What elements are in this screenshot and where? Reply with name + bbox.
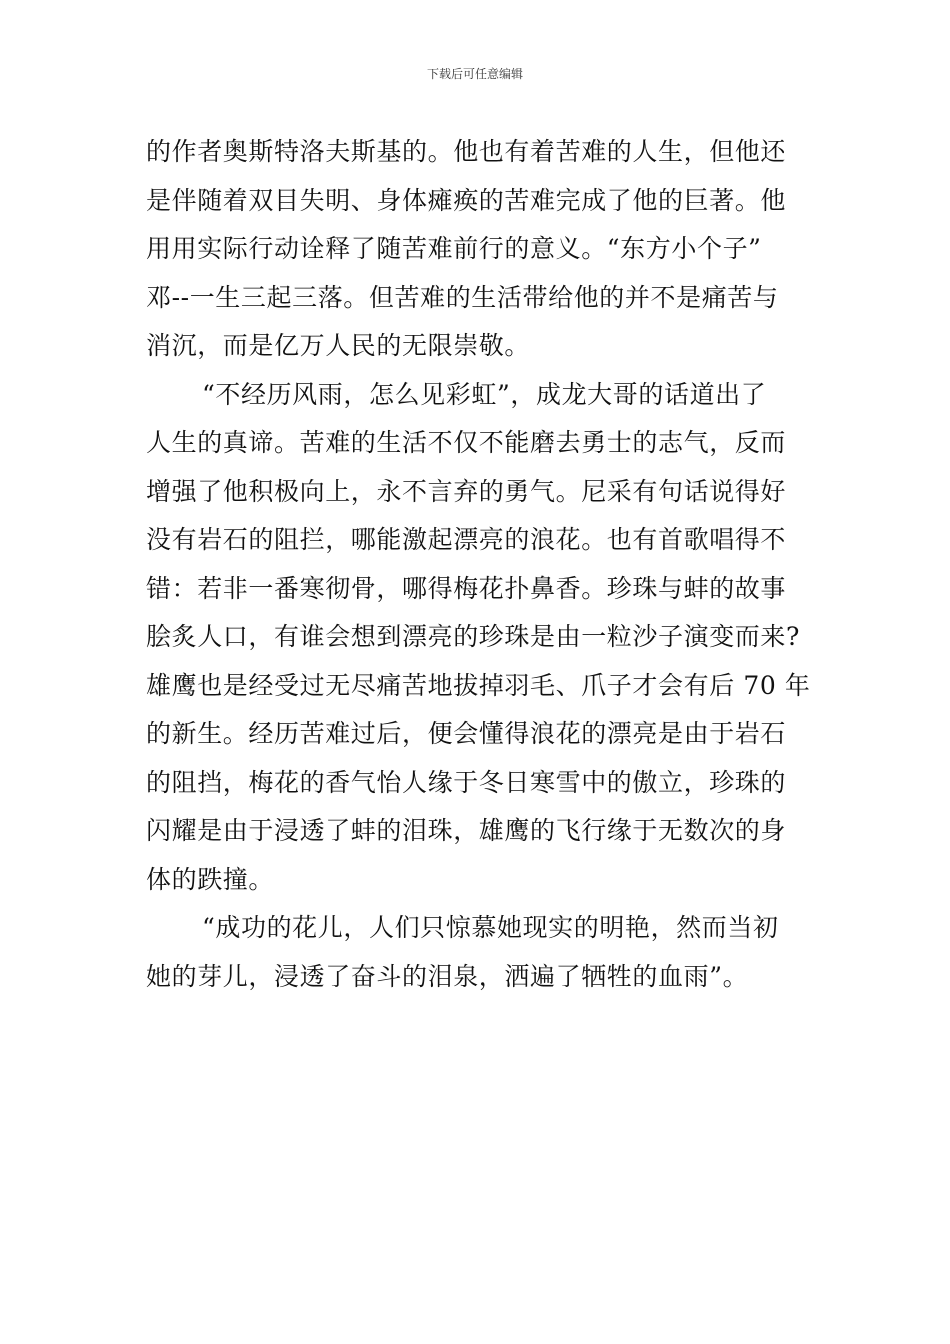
text-line: 她的芽儿，浸透了奋斗的泪泉，洒遍了牺牲的血雨”。: [146, 961, 749, 991]
header-note: 下载后可任意编辑: [426, 67, 523, 81]
text-line: 脍炙人口，有谁会想到漂亮的珍珠是由一粒沙子演变而来?: [146, 622, 801, 651]
text-line: 增强了他积极向上，永不言弃的勇气。尼采有句话说得好: [146, 476, 787, 506]
text-line: 体的跌撞。: [146, 864, 275, 894]
text-line: 没有岩石的阻拦，哪能激起漂亮的浪花。也有首歌唱得不: [146, 525, 787, 554]
text-line: 消沉，而是亿万人民的无限崇敬。: [146, 331, 531, 360]
text-line: 雄鹰也是经受过无尽痛苦地拔掉羽毛、爪子才会有后 70 年: [146, 670, 811, 700]
text-line: 闪耀是由于浸透了蚌的泪珠，雄鹰的飞行缘于无数次的身: [146, 816, 787, 845]
text-line: 的作者奥斯特洛夫斯基的。他也有着苦难的人生，但他还: [146, 137, 787, 166]
text-line: 的新生。经历苦难过后，便会懂得浪花的漂亮是由于岩石: [146, 719, 787, 748]
paragraph-first-line: “不经历风雨，怎么见彩虹”，成龙大哥的话道出了: [202, 379, 767, 409]
text-line: 邓--一生三起三落。但苦难的生活带给他的并不是痛苦与: [146, 282, 779, 312]
text-line: 是伴随着双目失明、身体瘫痪的苦难完成了他的巨著。他: [146, 185, 787, 215]
text-line: 用用实际行动诠释了随苦难前行的意义。“东方小个子”: [146, 234, 762, 263]
text-line: 的阻挡，梅花的香气怡人缘于冬日寒雪中的傲立，珍珠的: [146, 767, 787, 797]
document-body: [146, 128, 811, 1001]
paragraph-first-line: “成功的花儿，人们只惊慕她现实的明艳，然而当初: [202, 913, 779, 942]
text-line: 错：若非一番寒彻骨，哪得梅花扑鼻香。珍珠与蚌的故事: [146, 573, 787, 603]
text-line: 人生的真谛。苦难的生活不仅不能磨去勇士的志气，反而: [146, 428, 787, 457]
